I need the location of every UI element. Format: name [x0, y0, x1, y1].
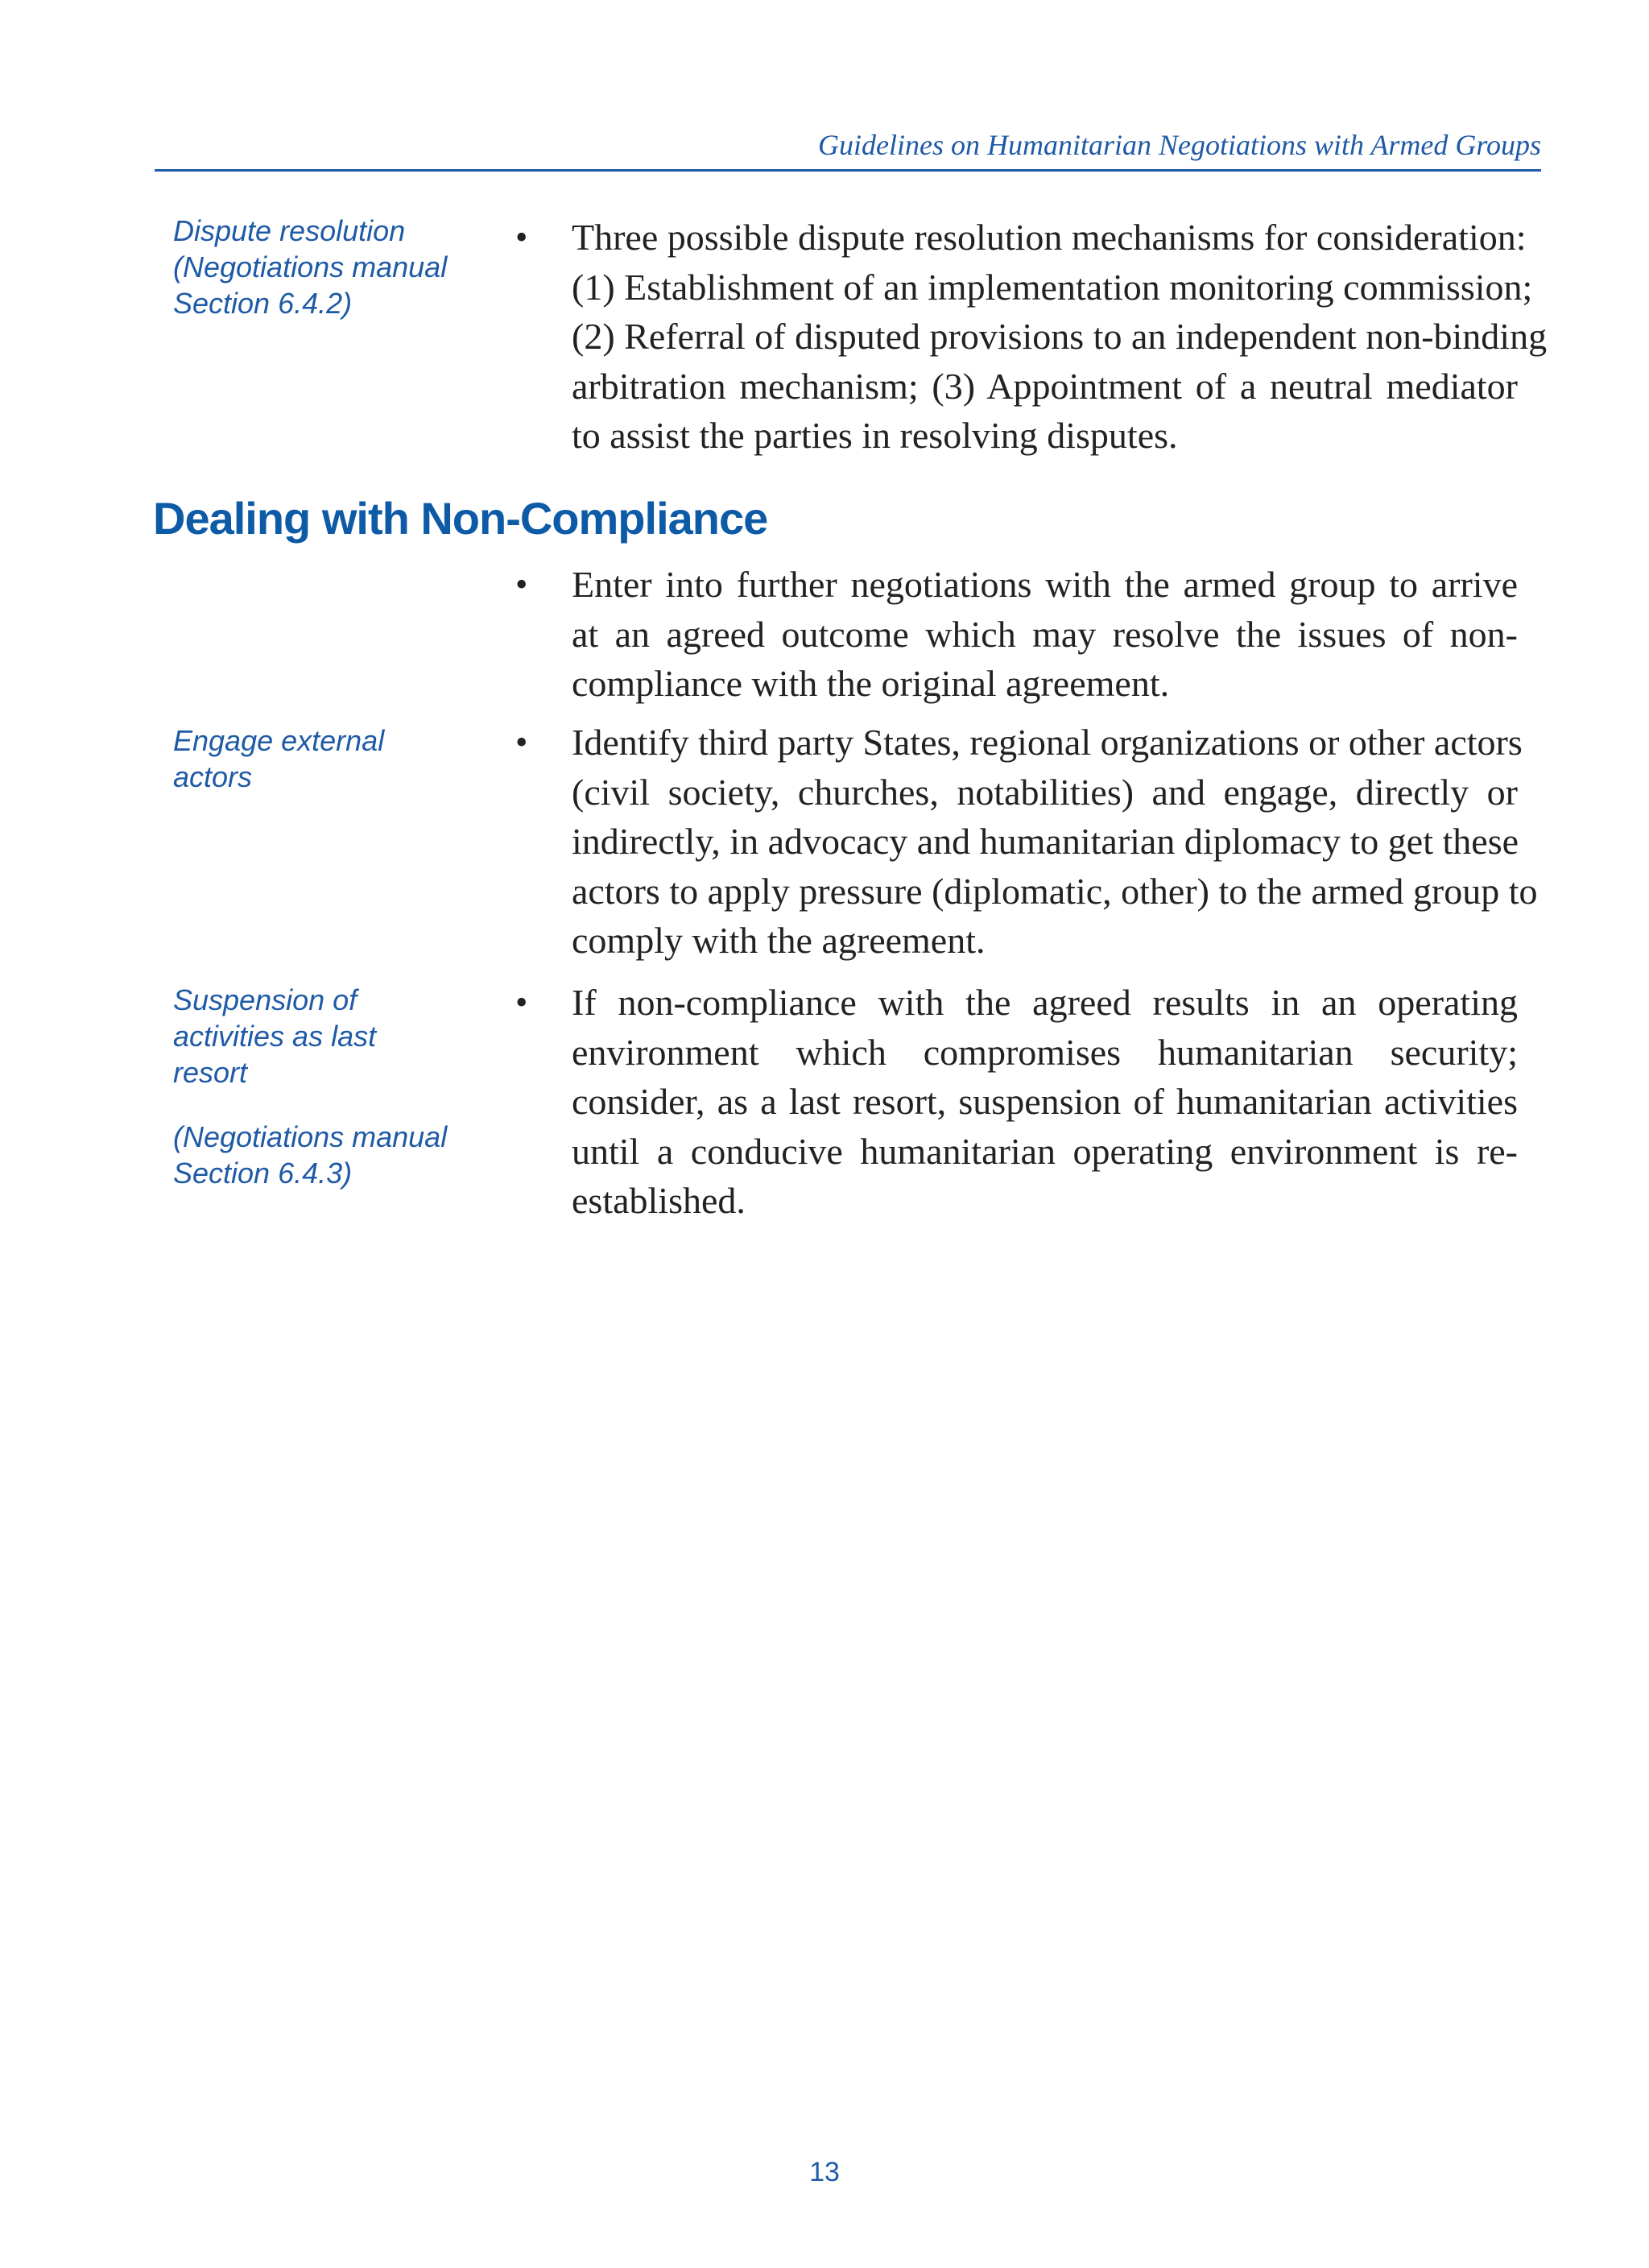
bullet-further-negotiations [515, 560, 1518, 709]
page-number: 13 [809, 2157, 840, 2187]
margin-note-line: Suspension of [173, 983, 357, 1016]
bullet-line: to assist the parties in resolving disputes. [572, 415, 1178, 456]
bullet-engage-external-actors [515, 718, 1538, 966]
spacer [173, 1091, 511, 1119]
bullet-line: (civil society, churches, notabilities) and engage, directly or [572, 771, 1518, 813]
bullet-marker: • [515, 983, 528, 1022]
margin-note-line: Section 6.4.2) [173, 287, 353, 320]
section-heading: Dealing with Non-Compliance [153, 493, 768, 544]
margin-note-line: activities as last [173, 1020, 377, 1053]
bullet-line: (2) Referral of disputed provisions to an independent non-binding [572, 316, 1548, 357]
bullet-line: actors to apply pressure (diplomatic, other) to the armed group to [572, 870, 1538, 912]
margin-note-line: Dispute resolution [173, 214, 406, 247]
margin-note-line: (Negotiations manual [173, 1120, 448, 1153]
bullet-marker: • [515, 565, 528, 604]
bullet-text [572, 718, 1538, 966]
bullet-line: established. [572, 1180, 746, 1221]
bullet-line: until a conducive humanitarian operating environment is re- [572, 1130, 1518, 1172]
margin-note-engage-external-actors [173, 722, 511, 795]
bullet-line: If non-compliance with the agreed results in an operating [572, 982, 1518, 1023]
bullet-marker: • [515, 722, 528, 762]
bullet-text [572, 213, 1548, 461]
margin-note-dispute-resolution [173, 213, 511, 321]
running-header: Guidelines on Humanitarian Negotiations with Armed Groups [817, 129, 1541, 161]
bullet-line: (1) Establishment of an implementation monitoring commission; [572, 266, 1533, 308]
bullet-suspension [515, 978, 1518, 1226]
bullet-text [572, 978, 1518, 1226]
bullet-text [572, 560, 1518, 709]
bullet-line: Three possible dispute resolution mechanisms for consideration: [572, 217, 1527, 258]
bullet-line: Identify third party States, regional organizations or other actors [572, 722, 1523, 763]
bullet-line: comply with the agreement. [572, 920, 986, 961]
bullet-dispute-resolution [515, 213, 1548, 461]
bullet-line: arbitration mechanism; (3) Appointment of a neutral mediator [572, 365, 1518, 407]
margin-note-line: resort [173, 1056, 248, 1089]
margin-note-line: actors [173, 760, 253, 793]
bullet-line: environment which compromises humanitarian security; [572, 1031, 1518, 1073]
margin-note-line: Section 6.4.3) [173, 1157, 353, 1190]
bullet-line: compliance with the original agreement. [572, 663, 1170, 704]
margin-note-line: Engage external [173, 724, 385, 757]
bullet-line: consider, as a last resort, suspension of humanitarian activities [572, 1081, 1518, 1122]
margin-note-line: (Negotiations manual [173, 250, 448, 284]
bullet-marker: • [515, 217, 528, 257]
margin-note-suspension [173, 982, 511, 1191]
bullet-line: Enter into further negotiations with the armed group to arrive [572, 564, 1518, 605]
bullet-line: at an agreed outcome which may resolve the issues of non- [572, 613, 1518, 655]
header-rule [155, 169, 1541, 172]
bullet-line: indirectly, in advocacy and humanitarian diplomacy to get these [572, 821, 1519, 862]
